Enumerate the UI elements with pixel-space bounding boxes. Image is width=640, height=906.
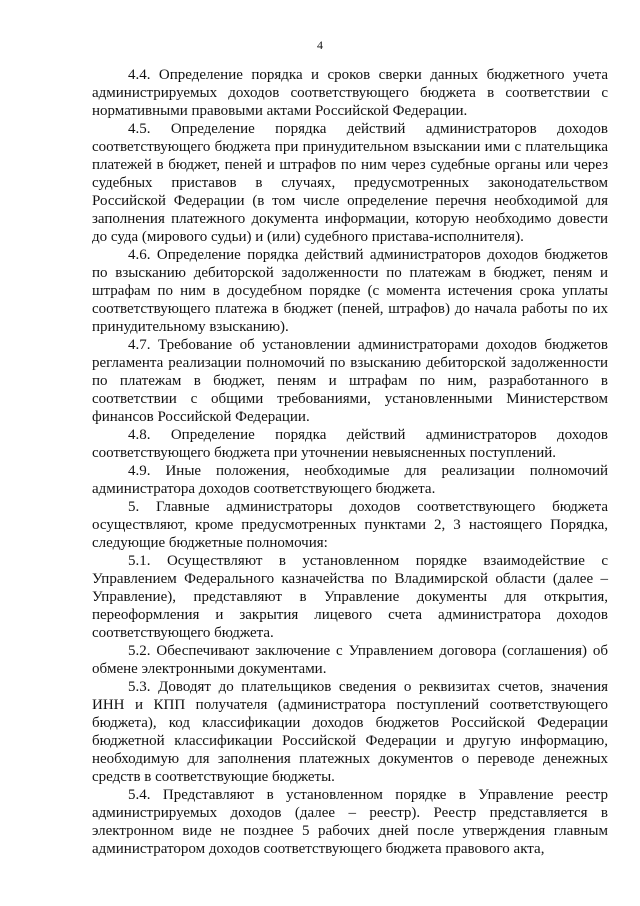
page-number: 4: [317, 38, 323, 52]
paragraph-5-3: 5.3. Доводят до плательщиков сведения о реквизитах счетов, значения ИНН и КПП получателя (администратора поступлений соответствующего бюджета), код классификации доходов бюджетов Российской Федерации бюджетной классификации Российской Федерации и другую информацию, необходимую для заполнения платежных документов о переводе денежных средств в соответствующие бюджеты.: [92, 679, 608, 785]
paragraph-4-9: 4.9. Иные положения, необходимые для реализации полномочий администратора доходов соответствующего бюджета.: [92, 463, 608, 497]
paragraph-4-6: 4.6. Определение порядка действий администраторов доходов бюджетов по взысканию дебиторской задолженности по платежам в бюджет, пеням и штрафам по ним в досудебном порядке (с момента истечения срока уплаты соответствующего платежа в бюджет (пеней, штрафов) до начала работы по их принудительному взысканию).: [92, 247, 608, 335]
paragraph-5: 5. Главные администраторы доходов соответствующего бюджета осуществляют, кроме предусмотренных пунктами 2, 3 настоящего Порядка, следующие бюджетные полномочия:: [92, 499, 608, 551]
paragraph-4-7: 4.7. Требование об установлении администраторами доходов бюджетов регламента реализации полномочий по взысканию дебиторской задолженности по платежам в бюджет, пеням и штрафам по ним, разработанного в соответствии с общими требованиями, установленными Министерством финансов Российской Федерации.: [92, 337, 608, 425]
document-body: [92, 66, 608, 858]
paragraph-5-2: 5.2. Обеспечивают заключение с Управлением договора (соглашения) об обмене электронными документами.: [92, 643, 608, 677]
paragraph-4-8: 4.8. Определение порядка действий администраторов доходов соответствующего бюджета при уточнении невыясненных поступлений.: [92, 427, 608, 461]
paragraph-5-4: 5.4. Представляют в установленном порядке в Управление реестр администрируемых доходов (далее – реестр). Реестр представляется в электронном виде не позднее 5 рабочих дней после утверждения главным администратором доходов соответствующего бюджета правового акта,: [92, 787, 608, 857]
paragraph-5-1: 5.1. Осуществляют в установленном порядке взаимодействие с Управлением Федерального казначейства по Владимирской области (далее – Управление), представляют в Управление документы для открытия, переоформления и закрытия лицевого счета администратора доходов соответствующего бюджета.: [92, 553, 608, 641]
paragraph-4-5: 4.5. Определение порядка действий администраторов доходов соответствующего бюджета при принудительном взыскании ими с плательщика платежей в бюджет, пеней и штрафов по ним через судебные органы или через судебных приставов в случаях, предусмотренных законодательством Российской Федерации (в том числе определение перечня необходимой для заполнения платежного документа информации, которую необходимо довести до суда (мирового судьи) и (или) судебного пристава-исполнителя).: [92, 121, 608, 245]
paragraph-4-4: 4.4. Определение порядка и сроков сверки данных бюджетного учета администрируемых доходов соответствующего бюджета в соответствии с нормативными правовыми актами Российской Федерации.: [92, 67, 608, 119]
